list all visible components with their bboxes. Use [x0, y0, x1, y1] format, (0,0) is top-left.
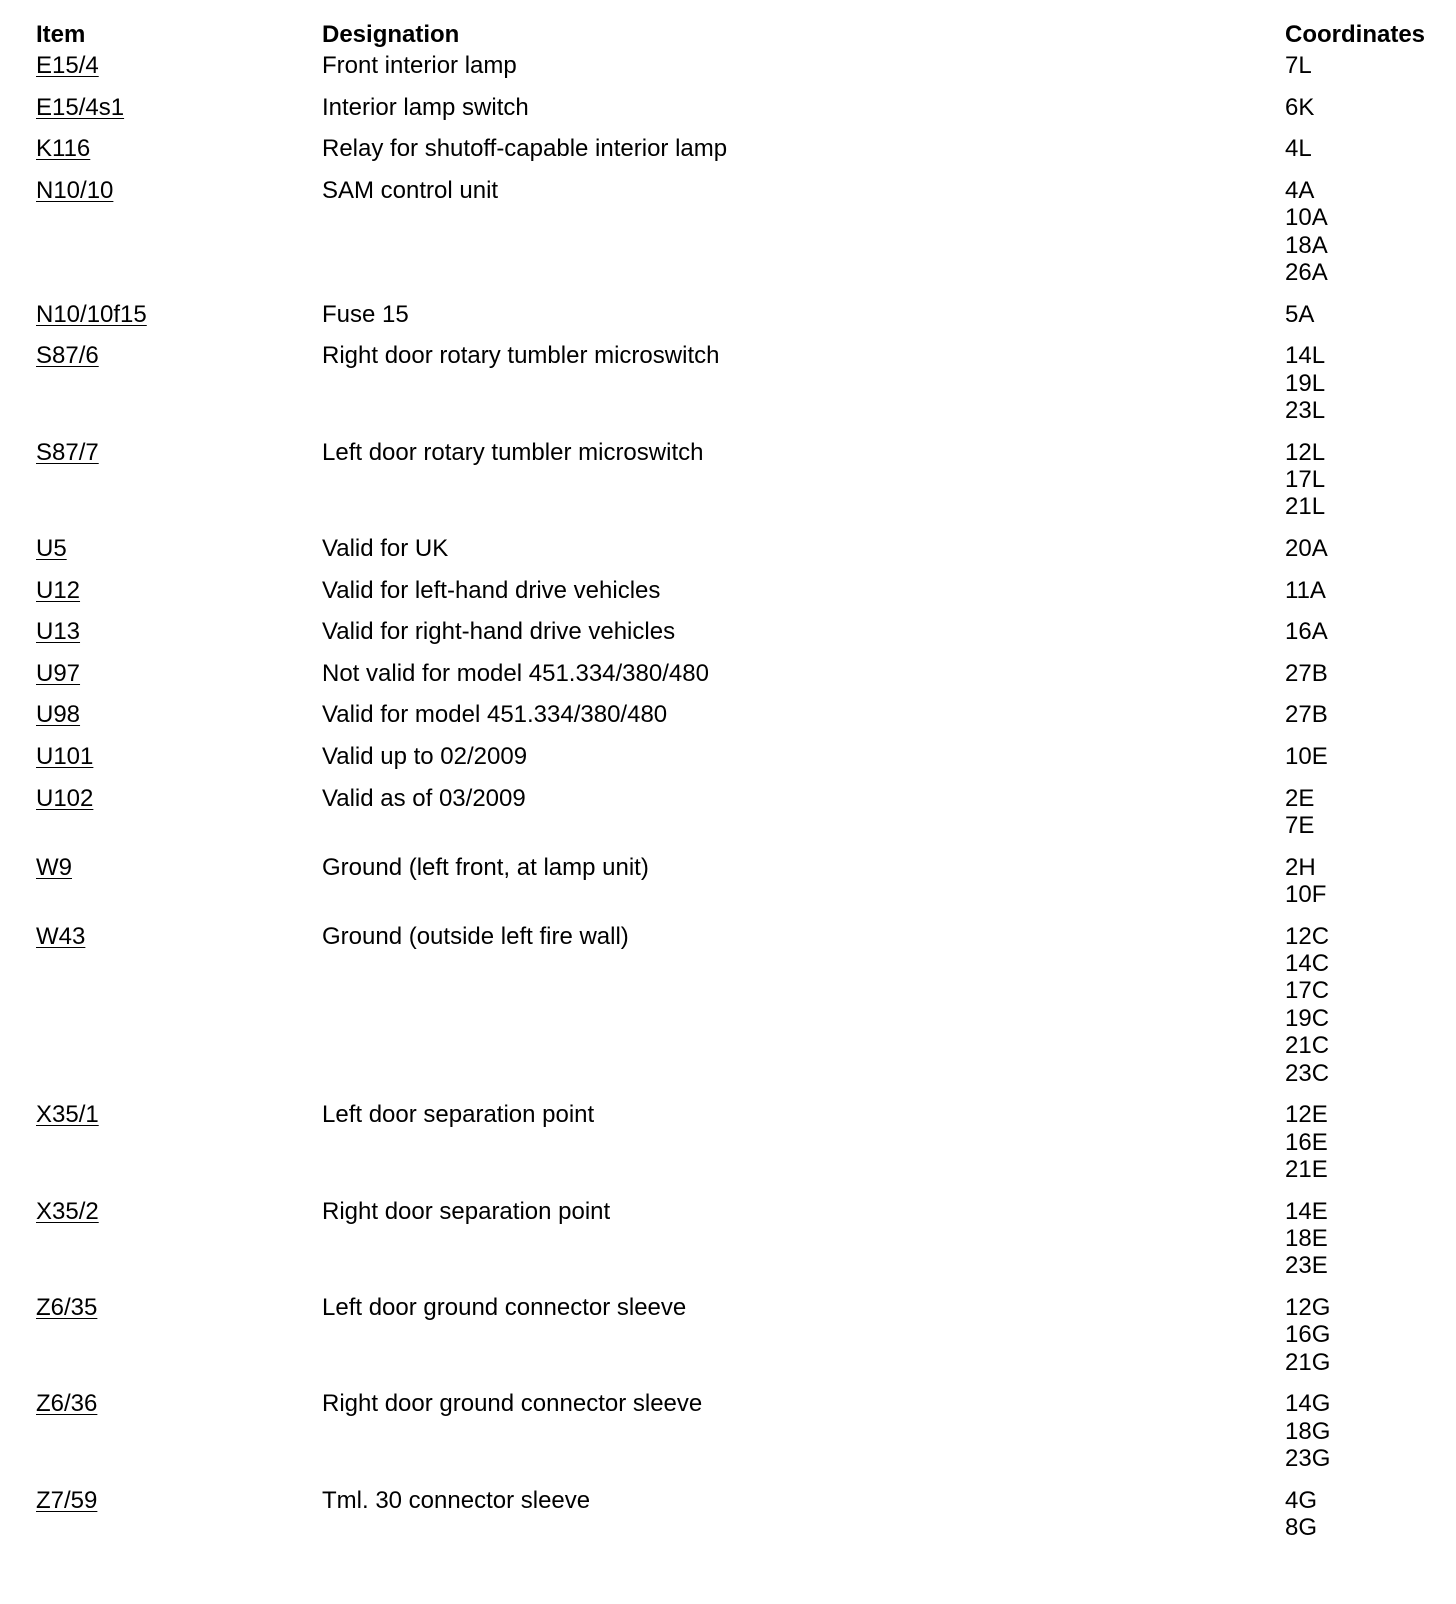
designation-text: Relay for shutoff-capable interior lamp: [322, 135, 728, 163]
coordinate-value: 23E: [1285, 1252, 1328, 1280]
coordinates-cell: [1285, 618, 1328, 645]
item-link[interactable]: Z6/35: [36, 1293, 98, 1321]
item-link[interactable]: Z6/36: [36, 1390, 98, 1418]
item-link[interactable]: U5: [36, 534, 67, 562]
item-link[interactable]: X35/2: [36, 1197, 99, 1225]
designation-text: Tml. 30 connector sleeve: [322, 1486, 591, 1514]
table-row: [36, 923, 1436, 1102]
coordinate-value: 7E: [1285, 811, 1315, 839]
table-row: [36, 1390, 1436, 1486]
coordinates-cell: [1285, 1198, 1328, 1280]
coordinates-cell: [1285, 1390, 1330, 1472]
table-row: [36, 854, 1436, 923]
table-row: [36, 660, 1436, 702]
designation-text: Valid for model 451.334/380/480: [322, 701, 668, 729]
coordinate-value: 21C: [1285, 1032, 1330, 1060]
coordinates-cell: [1285, 701, 1328, 728]
coordinate-value: 18A: [1285, 231, 1328, 259]
designation-text: Ground (left front, at lamp unit): [322, 853, 649, 881]
item-link[interactable]: N10/10: [36, 176, 114, 204]
coordinates-cell: [1285, 1294, 1330, 1376]
designation-text: Left door ground connector sleeve: [322, 1293, 687, 1321]
table-row: [36, 743, 1436, 785]
item-link[interactable]: U12: [36, 576, 81, 604]
item-link[interactable]: S87/6: [36, 342, 99, 370]
table-row: [36, 177, 1436, 301]
coordinate-value: 14L: [1285, 342, 1326, 370]
designation-text: Interior lamp switch: [322, 93, 529, 121]
coordinate-value: 12L: [1285, 438, 1326, 466]
coordinate-value: 23G: [1285, 1445, 1331, 1473]
designation-text: Left door rotary tumbler microswitch: [322, 438, 704, 466]
table-row: [36, 1101, 1436, 1197]
table-row: [36, 135, 1436, 177]
item-link[interactable]: E15/4s1: [36, 93, 125, 121]
designation-text: Right door ground connector sleeve: [322, 1390, 703, 1418]
table-row: [36, 618, 1436, 660]
designation-text: SAM control unit: [322, 176, 499, 204]
table-header: [36, 18, 1436, 52]
coordinates-cell: [1285, 923, 1329, 1087]
coordinate-value: 6K: [1285, 93, 1315, 121]
coordinates-cell: [1285, 1487, 1317, 1542]
coordinate-value: 10F: [1285, 880, 1327, 908]
coordinate-value: 14C: [1285, 949, 1330, 977]
coordinate-value: 20A: [1285, 534, 1328, 562]
coordinate-value: 10A: [1285, 204, 1328, 232]
coordinate-value: 7L: [1285, 52, 1312, 79]
coordinate-value: 4L: [1285, 135, 1312, 163]
item-link[interactable]: W43: [36, 922, 86, 950]
table-row: [36, 1198, 1436, 1294]
table-row: [36, 52, 1436, 94]
table-row: [36, 1294, 1436, 1390]
coordinates-cell: [1285, 135, 1312, 162]
header-item: Item: [36, 21, 86, 48]
coordinate-value: 14G: [1285, 1390, 1331, 1418]
item-link[interactable]: U98: [36, 701, 81, 729]
coordinate-value: 19L: [1285, 369, 1326, 397]
coordinates-cell: [1285, 535, 1328, 562]
coordinate-value: 18E: [1285, 1224, 1328, 1252]
coordinate-value: 21L: [1285, 493, 1326, 521]
coordinate-value: 27B: [1285, 701, 1328, 729]
coordinates-cell: [1285, 660, 1328, 687]
designation-text: Valid for UK: [322, 534, 449, 562]
legend-table: [36, 18, 1436, 1556]
table-row: [36, 535, 1436, 577]
coordinate-value: 16G: [1285, 1321, 1331, 1349]
coordinate-value: 2E: [1285, 784, 1315, 812]
designation-text: Front interior lamp: [322, 52, 517, 79]
item-link[interactable]: U102: [36, 784, 94, 812]
designation-text: Fuse 15: [322, 300, 409, 328]
header-coordinates: Coordinates: [1285, 21, 1426, 48]
coordinates-cell: [1285, 301, 1314, 328]
designation-text: Right door rotary tumbler microswitch: [322, 342, 720, 370]
coordinate-value: 8G: [1285, 1514, 1318, 1542]
coordinates-cell: [1285, 785, 1314, 840]
designation-text: Valid as of 03/2009: [322, 784, 526, 812]
table-row: [36, 577, 1436, 619]
coordinate-value: 4A: [1285, 176, 1315, 204]
designation-text: Valid for right-hand drive vehicles: [322, 618, 676, 646]
item-link[interactable]: W9: [36, 853, 72, 881]
coordinates-cell: [1285, 1101, 1328, 1183]
item-link[interactable]: S87/7: [36, 438, 99, 466]
coordinate-value: 23L: [1285, 396, 1326, 424]
coordinate-value: 17L: [1285, 465, 1326, 493]
table-row: [36, 1487, 1436, 1556]
coordinate-value: 11A: [1285, 576, 1326, 604]
table-row: [36, 342, 1436, 438]
designation-text: Valid for left-hand drive vehicles: [322, 576, 661, 604]
designation-text: Ground (outside left fire wall): [322, 922, 629, 950]
coordinate-value: 4G: [1285, 1486, 1318, 1514]
coordinate-value: 17C: [1285, 977, 1330, 1005]
table-row: [36, 94, 1436, 136]
item-link[interactable]: E15/4: [36, 52, 99, 79]
coordinate-value: 21G: [1285, 1348, 1331, 1376]
designation-text: Left door separation point: [322, 1101, 595, 1129]
item-link[interactable]: U101: [36, 742, 94, 770]
table-body: [36, 52, 1436, 1556]
designation-text: Right door separation point: [322, 1197, 611, 1225]
coordinate-value: 26A: [1285, 259, 1328, 286]
designation-text: Not valid for model 451.334/380/480: [322, 659, 709, 687]
item-link[interactable]: U13: [36, 618, 81, 646]
coordinate-value: 16A: [1285, 618, 1328, 646]
coordinate-value: 18G: [1285, 1417, 1331, 1445]
coordinates-cell: [1285, 342, 1325, 424]
coordinate-value: 12G: [1285, 1293, 1331, 1321]
coordinates-cell: [1285, 94, 1314, 121]
header-designation: Designation: [322, 21, 460, 48]
table-row: [36, 785, 1436, 854]
item-link[interactable]: U97: [36, 659, 81, 687]
designation-text: Valid up to 02/2009: [322, 742, 528, 770]
item-link[interactable]: K116: [36, 135, 91, 163]
item-link[interactable]: N10/10f15: [36, 300, 147, 328]
coordinate-value: 12C: [1285, 922, 1330, 950]
coordinate-value: 14E: [1285, 1197, 1328, 1225]
coordinate-value: 10E: [1285, 742, 1328, 770]
coordinate-value: 19C: [1285, 1004, 1330, 1032]
coordinates-cell: [1285, 439, 1325, 521]
coordinate-value: 5A: [1285, 300, 1315, 328]
coordinates-cell: [1285, 854, 1326, 909]
table-row: [36, 439, 1436, 535]
coordinate-value: 16E: [1285, 1128, 1328, 1156]
coordinates-cell: [1285, 177, 1328, 287]
item-link[interactable]: X35/1: [36, 1101, 99, 1129]
item-link[interactable]: Z7/59: [36, 1486, 98, 1514]
table-row: [36, 701, 1436, 743]
coordinate-value: 21E: [1285, 1155, 1328, 1183]
coordinates-cell: [1285, 577, 1326, 604]
coordinates-cell: [1285, 52, 1312, 79]
coordinate-value: 23C: [1285, 1059, 1330, 1087]
table-row: [36, 301, 1436, 343]
coordinate-value: 12E: [1285, 1101, 1328, 1129]
coordinates-cell: [1285, 743, 1328, 770]
coordinate-value: 27B: [1285, 659, 1328, 687]
coordinate-value: 2H: [1285, 853, 1316, 881]
